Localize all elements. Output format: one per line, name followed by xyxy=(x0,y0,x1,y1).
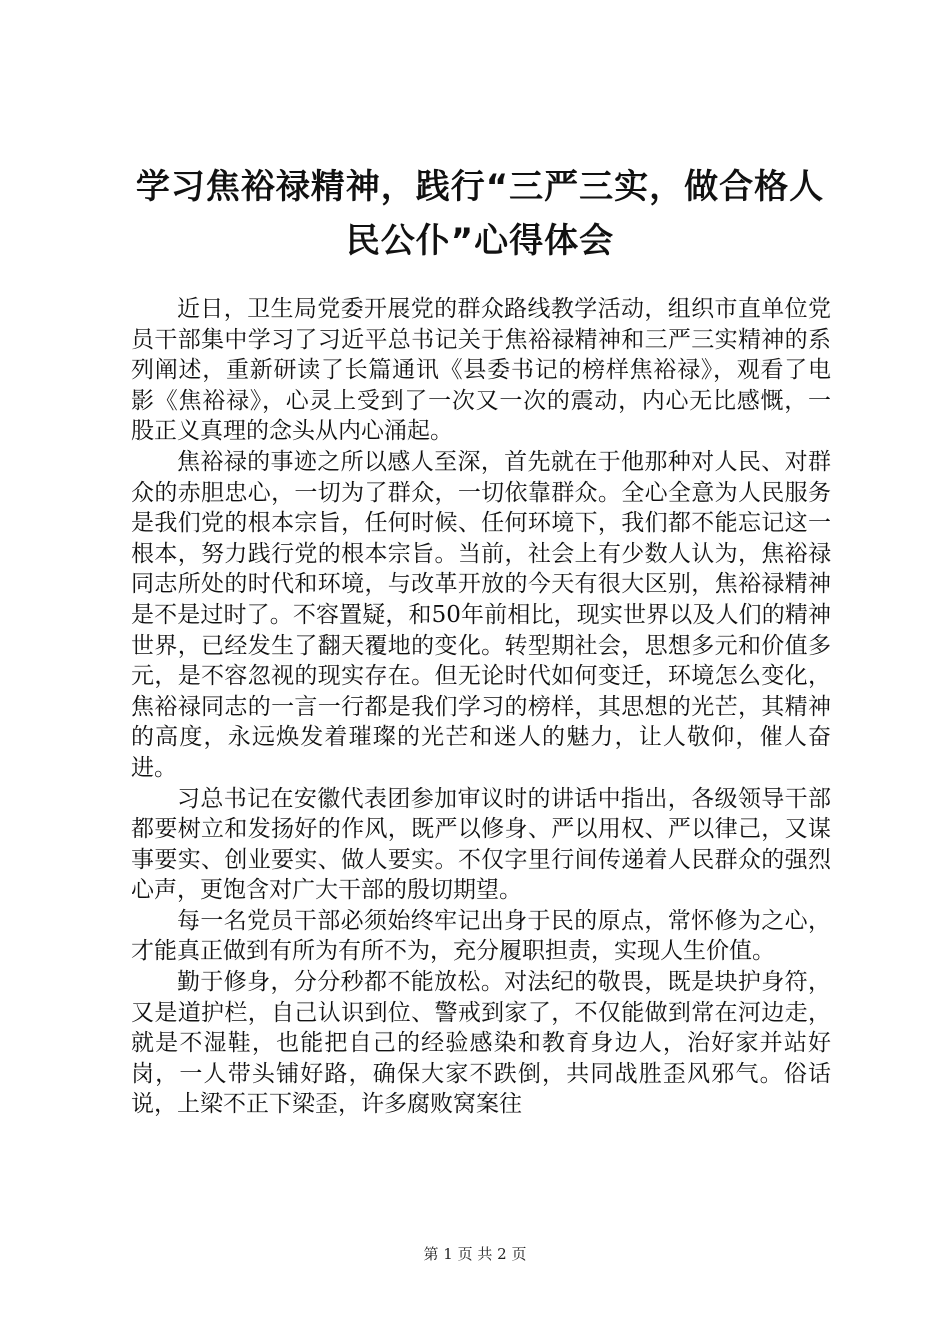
title-line-2: 民公仆”心得体会 xyxy=(345,221,615,261)
document-title xyxy=(120,160,840,268)
paragraph: 勤于修身，分分秒都不能放松。对法纪的敬畏，既是块护身符，又是道护栏，自己认识到位、警戒到家了，不仅能做到常在河边走，就是不湿鞋，也能把自己的经验感染和教育身边人，治好家并站好岗，一人带头铺好路，确保大家不跌倒，共同战胜歪风邪气。俗话说，上梁不正下梁歪，许多腐败窝案往 xyxy=(131,969,831,1118)
paragraph: 习总书记在安徽代表团参加审议时的讲话中指出，各级领导干部都要树立和发扬好的作风，既严以修身、严以用权、严以律己，又谋事要实、创业要实、做人要实。不仅字里行间传递着人民群众的强烈心声，更饱含对广大干部的殷切期望。 xyxy=(131,785,831,904)
title-line-1: 学习焦裕禄精神，践行“三严三实，做合格人 xyxy=(135,167,825,207)
paragraph: 近日，卫生局党委开展党的群众路线教学活动，组织市直单位党员干部集中学习了习近平总书记关于焦裕禄精神和三严三实精神的系列阐述，重新研读了长篇通讯《县委书记的榜样焦裕禄》，观看了电影《焦裕禄》，心灵上受到了一次又一次的震动，内心无比感慨，一股正义真理的念头从内心涌起。 xyxy=(131,296,831,445)
page-footer: 第 1 页 共 2 页 xyxy=(423,1245,527,1263)
paragraph: 焦裕禄的事迹之所以感人至深，首先就在于他那种对人民、对群众的赤胆忠心，一切为了群众，一切依靠群众。全心全意为人民服务是我们党的根本宗旨，任何时候、任何环境下，我们都不能忘记这一根本，努力践行党的根本宗旨。当前，社会上有少数人认为，焦裕禄同志所处的时代和环境，与改革开放的今天有很大区别，焦裕禄精神是不是过时了。不容置疑，和50年前相比，现实世界以及人们的精神世界，已经发生了翻天覆地的变化。转型期社会，思想多元和价值多元，是不容忽视的现实存在。但无论时代如何变迁，环境怎么变化，焦裕禄同志的一言一行都是我们学习的榜样，其思想的光芒，其精神的高度，永远焕发着璀璨的光芒和迷人的魅力，让人敬仰，催人奋进。 xyxy=(131,448,831,781)
document-body xyxy=(131,294,831,1120)
paragraph: 每一名党员干部必须始终牢记出身于民的原点，常怀修为之心，才能真正做到有所为有所不为，充分履职担责，实现人生价值。 xyxy=(131,907,831,965)
